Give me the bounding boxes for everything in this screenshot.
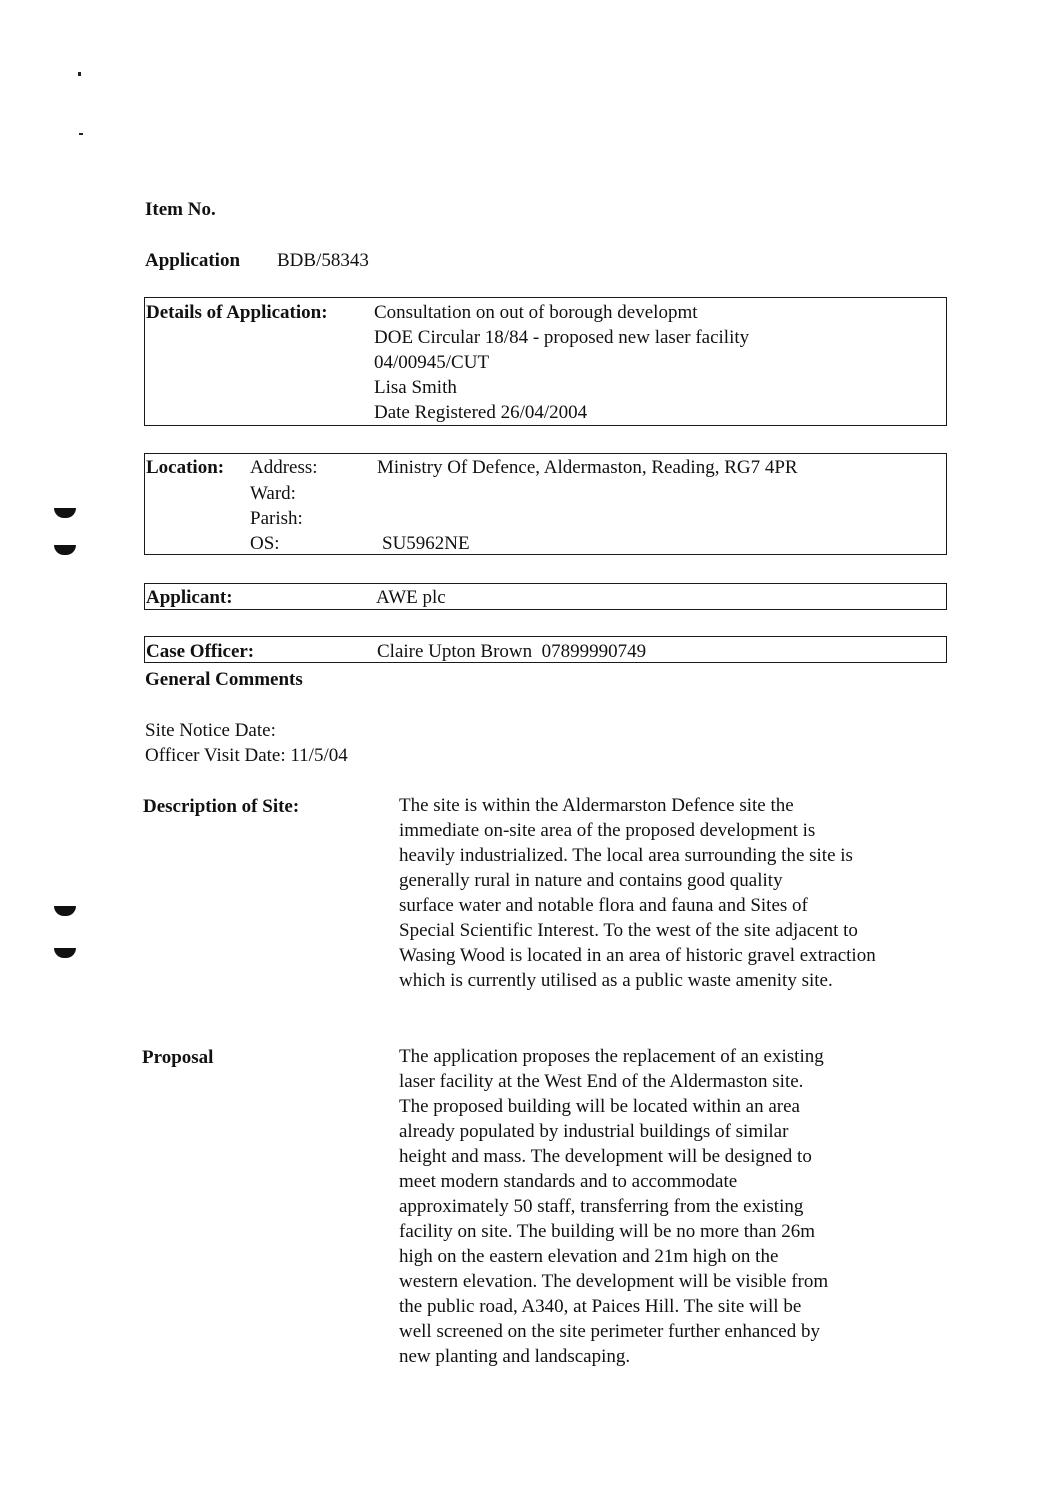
address-label: Address: (250, 457, 318, 478)
address-value: Ministry Of Defence, Aldermaston, Reading, RG7 4PR (377, 457, 798, 478)
site-notice-date: Site Notice Date: (145, 720, 276, 741)
punch-hole-mark (54, 948, 76, 958)
punch-hole-mark (54, 906, 76, 916)
location-label: Location: (146, 457, 225, 478)
applicant-box (144, 583, 947, 610)
case-officer-label: Case Officer: (146, 641, 255, 662)
details-line-3: 04/00945/CUT (374, 352, 490, 373)
officer-visit-date: Officer Visit Date: 11/5/04 (145, 745, 348, 766)
scan-speck (79, 133, 83, 135)
application-label: Application (145, 250, 241, 271)
proposal-text: The application proposes the replacement of an existing laser facility at the West End of the Aldermaston site. The proposed building will be located within an area already populated by industrial buildings of similar height and mass. The development will be designed to meet modern standards and to accommodate approximately 50 staff, transferring from the existing facility on site. The building will be no more than 26m high on the eastern elevation and 21m high on the western elevation. The development will be visible from the public road, A340, at Paices Hill. The site will be well screened on the site perimeter further enhanced by new planting and landscaping. (399, 1046, 829, 1367)
parish-label: Parish: (250, 508, 303, 529)
details-line-2: DOE Circular 18/84 - proposed new laser facility (374, 327, 750, 348)
description-label: Description of Site: (143, 796, 300, 817)
case-officer-value: Claire Upton Brown 07899990749 (377, 641, 647, 662)
proposal-label: Proposal (142, 1047, 214, 1068)
details-line-5: Date Registered 26/04/2004 (374, 402, 588, 423)
scan-speck (78, 72, 81, 76)
os-label: OS: (250, 533, 280, 554)
description-text: The site is within the Aldermarston Defence site the immediate on-site area of the proposed development is heavily industrialized. The local area surrounding the site is generally rural in nature and contains good quality surface water and notable flora and fauna and Sites of Special Scientific Interest. To the west of the site adjacent to Wasing Wood is located in an area of historic gravel extraction which is currently utilised as a public waste amenity site. (399, 795, 876, 991)
ward-label: Ward: (250, 483, 296, 504)
details-line-1: Consultation on out of borough developmt (374, 302, 698, 323)
details-label: Details of Application: (146, 302, 328, 323)
general-comments-heading: General Comments (145, 669, 303, 690)
applicant-label: Applicant: (146, 587, 233, 608)
item-no-label: Item No. (145, 199, 216, 220)
application-number: BDB/58343 (277, 250, 369, 271)
details-line-4: Lisa Smith (374, 377, 457, 398)
os-value: SU5962NE (382, 533, 470, 554)
punch-hole-mark (54, 508, 76, 518)
punch-hole-mark (54, 545, 76, 555)
applicant-value: AWE plc (376, 587, 446, 608)
